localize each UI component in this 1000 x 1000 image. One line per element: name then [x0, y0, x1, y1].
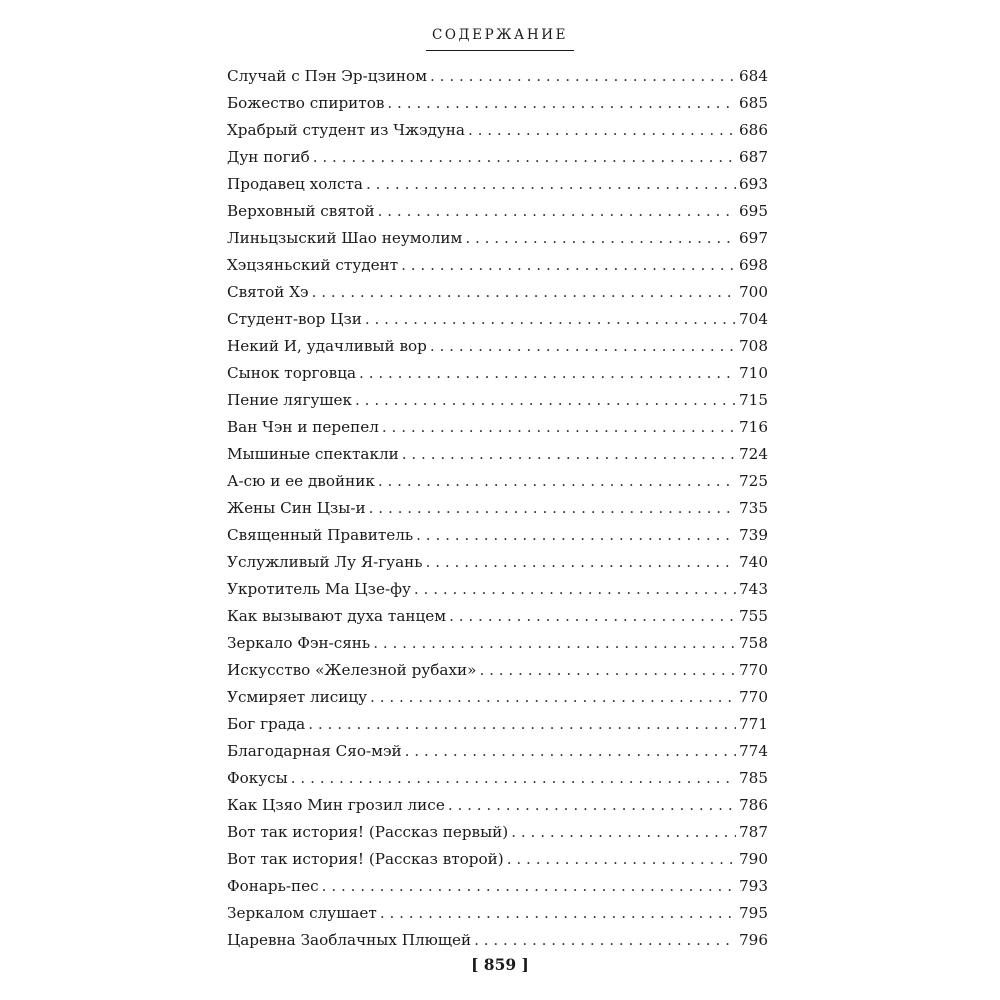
dot-leader	[355, 387, 736, 414]
toc-entry[interactable]	[227, 603, 768, 630]
toc-entry[interactable]	[227, 900, 768, 927]
toc-entry[interactable]	[227, 576, 768, 603]
dot-leader	[474, 927, 736, 954]
dot-leader	[511, 819, 736, 846]
toc-entry-title: Сынок торговца	[227, 364, 357, 382]
toc-entry-page: 755	[739, 607, 768, 625]
toc-entry[interactable]	[227, 360, 768, 387]
dot-leader	[313, 144, 736, 171]
dot-leader	[382, 414, 736, 441]
toc-entry-page: 771	[739, 715, 768, 733]
toc-entry-page: 686	[739, 121, 768, 139]
toc-entry-title: Как Цзяо Мин грозил лисе	[227, 796, 445, 814]
dot-leader	[312, 279, 736, 306]
toc-entry-page: 687	[739, 148, 768, 166]
toc-entry-page: 725	[739, 472, 768, 490]
toc-entry-page: 796	[739, 931, 768, 949]
dot-leader	[322, 873, 736, 900]
toc-entry-page: 790	[739, 850, 768, 868]
toc-entry-title: Святой Хэ	[227, 283, 309, 301]
toc-entry-title: Укротитель Ма Цзе-фу	[227, 580, 411, 598]
dot-leader	[414, 576, 736, 603]
toc-entry[interactable]	[227, 441, 768, 468]
toc-entry-page: 774	[739, 742, 768, 760]
toc-entry-page: 698	[739, 256, 768, 274]
toc-entry-title: Ван Чэн и перепел	[227, 418, 379, 436]
toc-entry-title: А-сю и ее двойник	[227, 472, 375, 490]
toc-entry[interactable]	[227, 117, 768, 144]
toc-entry-title: Некий И, удачливый вор	[227, 337, 427, 355]
toc-entry[interactable]	[227, 225, 768, 252]
dot-leader	[387, 90, 736, 117]
toc-entry-page: 710	[739, 364, 768, 382]
dot-leader	[291, 765, 736, 792]
dot-leader	[359, 360, 736, 387]
toc-entry[interactable]	[227, 252, 768, 279]
toc-entry-title: Фокусы	[227, 769, 288, 787]
toc-entry-title: Царевна Заоблачных Плющей	[227, 931, 472, 949]
toc-entry[interactable]	[227, 765, 768, 792]
toc-entry[interactable]	[227, 495, 768, 522]
dot-leader	[465, 225, 736, 252]
toc-entry-page: 716	[739, 418, 768, 436]
toc-entry-title: Зеркалом слушает	[227, 904, 377, 922]
toc-entry-title: Божество спиритов	[227, 94, 385, 112]
dot-leader	[369, 495, 736, 522]
toc-entry-page: 684	[739, 67, 768, 85]
dot-leader	[380, 900, 736, 927]
page-header	[0, 24, 1000, 51]
dot-leader	[401, 252, 736, 279]
page-number: [ 859 ]	[471, 955, 529, 974]
dot-leader	[430, 63, 736, 90]
toc-entry-page: 785	[739, 769, 768, 787]
toc-entry-title: Жены Син Цзы-и	[227, 499, 366, 517]
toc-entry[interactable]	[227, 630, 768, 657]
toc-entry[interactable]	[227, 927, 768, 954]
toc-entry[interactable]	[227, 387, 768, 414]
dot-leader	[416, 522, 736, 549]
toc-entry-title: Зеркало Фэн-сянь	[227, 634, 371, 652]
toc-entry[interactable]	[227, 144, 768, 171]
dot-leader	[426, 549, 736, 576]
toc-entry[interactable]	[227, 468, 768, 495]
dot-leader	[507, 846, 736, 873]
toc-entry-title: Вот так история! (Рассказ первый)	[227, 823, 509, 841]
toc-entry[interactable]	[227, 306, 768, 333]
toc-entry-title: Фонарь-пес	[227, 877, 319, 895]
dot-leader	[449, 603, 736, 630]
toc-entry[interactable]	[227, 711, 768, 738]
toc-entry-title: Случай с Пэн Эр-цзином	[227, 67, 428, 85]
dot-leader	[365, 306, 736, 333]
toc-entry-title: Бог града	[227, 715, 306, 733]
dot-leader	[373, 630, 736, 657]
toc-list	[227, 63, 768, 954]
toc-entry-title: Пение лягушек	[227, 391, 353, 409]
dot-leader	[378, 468, 736, 495]
dot-leader	[468, 117, 736, 144]
toc-entry-page: 715	[739, 391, 768, 409]
toc-entry-title: Продавец холста	[227, 175, 363, 193]
dot-leader	[430, 333, 736, 360]
toc-entry-title: Линьцзыский Шао неумолим	[227, 229, 463, 247]
toc-entry-page: 793	[739, 877, 768, 895]
dot-leader	[479, 657, 736, 684]
dot-leader	[308, 711, 736, 738]
toc-entry[interactable]	[227, 738, 768, 765]
toc-entry-title: Верховный святой	[227, 202, 375, 220]
toc-entry-page: 695	[739, 202, 768, 220]
toc-entry-page: 739	[739, 526, 768, 544]
toc-entry-page: 693	[739, 175, 768, 193]
toc-entry-title: Услужливый Лу Я-гуань	[227, 553, 423, 571]
toc-entry-title: Усмиряет лисицу	[227, 688, 368, 706]
toc-entry[interactable]	[227, 171, 768, 198]
toc-entry[interactable]	[227, 792, 768, 819]
toc-entry-title: Вот так история! (Рассказ второй)	[227, 850, 504, 868]
toc-entry-page: 708	[739, 337, 768, 355]
toc-entry-title: Как вызывают духа танцем	[227, 607, 447, 625]
toc-entry-title: Храбрый студент из Чжэдуна	[227, 121, 465, 139]
toc-entry-title: Благодарная Сяо-мэй	[227, 742, 402, 760]
toc-entry-page: 724	[739, 445, 768, 463]
toc-entry[interactable]	[227, 414, 768, 441]
toc-entry[interactable]	[227, 819, 768, 846]
toc-entry-title: Хэцзяньский студент	[227, 256, 399, 274]
toc-entry[interactable]	[227, 333, 768, 360]
toc-entry-page: 735	[739, 499, 768, 517]
toc-entry[interactable]	[227, 684, 768, 711]
dot-leader	[366, 171, 736, 198]
toc-entry[interactable]	[227, 657, 768, 684]
toc-entry-page: 700	[739, 283, 768, 301]
toc-entry[interactable]	[227, 522, 768, 549]
dot-leader	[448, 792, 736, 819]
toc-entry-page: 786	[739, 796, 768, 814]
toc-entry-page: 758	[739, 634, 768, 652]
toc-entry-title: Искусство «Железной рубахи»	[227, 661, 477, 679]
toc-entry[interactable]	[227, 90, 768, 117]
toc-entry[interactable]	[227, 549, 768, 576]
toc-entry-page: 685	[739, 94, 768, 112]
toc-entry-page: 770	[739, 661, 768, 679]
dot-leader	[405, 738, 736, 765]
toc-entry[interactable]	[227, 279, 768, 306]
toc-entry-title: Студент-вор Цзи	[227, 310, 362, 328]
toc-entry[interactable]	[227, 63, 768, 90]
dot-leader	[402, 441, 736, 468]
toc-entry[interactable]	[227, 198, 768, 225]
dot-leader	[370, 684, 736, 711]
toc-entry-page: 697	[739, 229, 768, 247]
toc-entry-page: 743	[739, 580, 768, 598]
toc-entry[interactable]	[227, 873, 768, 900]
toc-entry-title: Священный Правитель	[227, 526, 414, 544]
dot-leader	[378, 198, 736, 225]
page-title: СОДЕРЖАНИЕ	[426, 27, 574, 51]
toc-entry[interactable]	[227, 846, 768, 873]
toc-entry-page: 795	[739, 904, 768, 922]
toc-entry-title: Дун погиб	[227, 148, 310, 166]
toc-entry-page: 740	[739, 553, 768, 571]
toc-entry-page: 704	[739, 310, 768, 328]
toc-entry-page: 770	[739, 688, 768, 706]
toc-entry-page: 787	[739, 823, 768, 841]
toc-entry-title: Мышиные спектакли	[227, 445, 399, 463]
